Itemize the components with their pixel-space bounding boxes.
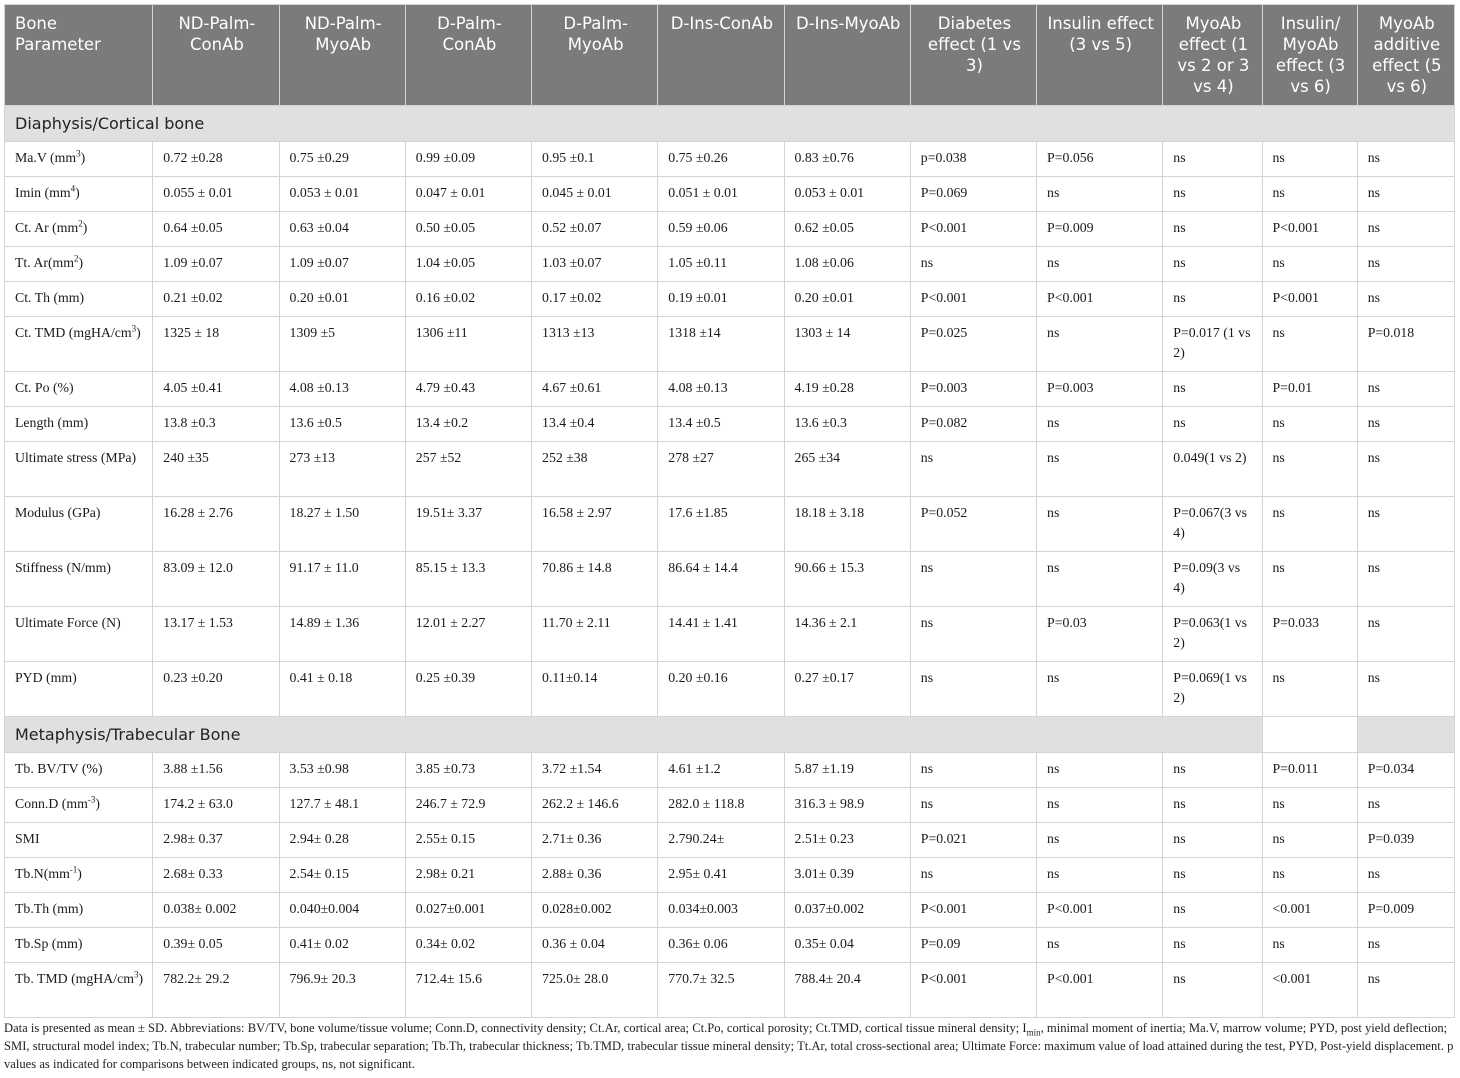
table-cell: ns	[1357, 552, 1454, 607]
col-header-insulin-effect: Insulin effect (3 vs 5)	[1037, 5, 1163, 106]
table-cell: P=0.039	[1357, 823, 1454, 858]
table-cell: P=0.011	[1262, 753, 1357, 788]
table-cell: ns	[910, 247, 1036, 282]
table-cell: 0.62 ±0.05	[784, 212, 910, 247]
table-cell: 3.53 ±0.98	[279, 753, 405, 788]
table-cell: 13.4 ±0.5	[658, 407, 784, 442]
table-cell: 0.037±0.002	[784, 893, 910, 928]
row-label-tb-bvtv: Tb. BV/TV (%)	[5, 753, 153, 788]
table-cell: 4.05 ±0.41	[153, 372, 279, 407]
table-cell: ns	[1262, 407, 1357, 442]
table-cell: 0.11±0.14	[532, 662, 658, 717]
table-cell: 2.55± 0.15	[405, 823, 531, 858]
table-cell: ns	[1357, 247, 1454, 282]
table-cell: ns	[1357, 177, 1454, 212]
table-cell: 19.51± 3.37	[405, 497, 531, 552]
table-cell: 0.20 ±0.01	[784, 282, 910, 317]
table-cell: P=0.009	[1037, 212, 1163, 247]
table-cell: 14.36 ± 2.1	[784, 607, 910, 662]
table-cell: P=0.033	[1262, 607, 1357, 662]
section-label-trabecular: Metaphysis/Trabecular Bone	[5, 717, 1263, 753]
table-cell: ns	[1163, 407, 1262, 442]
table-cell: P=0.03	[1037, 607, 1163, 662]
table-row	[5, 662, 1455, 717]
table-cell: 0.50 ±0.05	[405, 212, 531, 247]
table-cell: 91.17 ± 11.0	[279, 552, 405, 607]
table-cell: ns	[1163, 282, 1262, 317]
table-cell: ns	[910, 607, 1036, 662]
table-cell: ns	[1037, 823, 1163, 858]
table-cell: 127.7 ± 48.1	[279, 788, 405, 823]
table-cell: 0.72 ±0.28	[153, 142, 279, 177]
table-cell: ns	[1262, 142, 1357, 177]
table-row	[5, 407, 1455, 442]
table-cell: <0.001	[1262, 963, 1357, 1018]
table-cell: 0.64 ±0.05	[153, 212, 279, 247]
table-cell: 2.95± 0.41	[658, 858, 784, 893]
col-header-myoab-additive-effect: MyoAb additive effect (5 vs 6)	[1357, 5, 1454, 106]
table-cell: P=0.003	[910, 372, 1036, 407]
table-cell: 13.6 ±0.5	[279, 407, 405, 442]
table-cell: 0.27 ±0.17	[784, 662, 910, 717]
table-row	[5, 893, 1455, 928]
section-row-trabecular	[5, 717, 1455, 753]
table-cell: 1.09 ±0.07	[279, 247, 405, 282]
table-cell: 13.17 ± 1.53	[153, 607, 279, 662]
table-row	[5, 497, 1455, 552]
table-cell: 70.86 ± 14.8	[532, 552, 658, 607]
table-cell: 770.7± 32.5	[658, 963, 784, 1018]
table-cell: 262.2 ± 146.6	[532, 788, 658, 823]
table-cell: 0.23 ±0.20	[153, 662, 279, 717]
row-label-imin: Imin $(mm^4)$	[5, 177, 153, 212]
table-row	[5, 317, 1455, 372]
table-cell: 2.790.24±	[658, 823, 784, 858]
table-row	[5, 142, 1455, 177]
table-cell: 16.28 ± 2.76	[153, 497, 279, 552]
row-label-cttmd: Ct. TMD $(mgHA/cm^3)$	[5, 317, 153, 372]
table-cell: 1318 ±14	[658, 317, 784, 372]
table-cell: 0.95 ±0.1	[532, 142, 658, 177]
section-label-cortical: Diaphysis/Cortical bone	[5, 106, 1455, 142]
table-cell: ns	[1037, 407, 1163, 442]
table-cell: ns	[1262, 317, 1357, 372]
table-cell: 18.18 ± 3.18	[784, 497, 910, 552]
table-cell: 246.7 ± 72.9	[405, 788, 531, 823]
table-cell: 0.20 ±0.01	[279, 282, 405, 317]
table-cell: ns	[1262, 788, 1357, 823]
table-cell: 3.01± 0.39	[784, 858, 910, 893]
table-cell: ns	[1163, 788, 1262, 823]
table-row	[5, 788, 1455, 823]
table-cell: <0.001	[1262, 893, 1357, 928]
table-cell: 0.040±0.004	[279, 893, 405, 928]
col-header-group-5: D-Ins-ConAb	[658, 5, 784, 106]
table-cell: ns	[1037, 788, 1163, 823]
table-cell: P<0.001	[910, 963, 1036, 1018]
table-cell: 1.09 ±0.07	[153, 247, 279, 282]
table-cell: 0.83 ±0.76	[784, 142, 910, 177]
table-cell: 273 ±13	[279, 442, 405, 497]
row-label-modulus: Modulus (GPa)	[5, 497, 153, 552]
table-cell: ns	[1357, 407, 1454, 442]
table-cell: 13.8 ±0.3	[153, 407, 279, 442]
table-cell: 282.0 ± 118.8	[658, 788, 784, 823]
col-header-group-4: D-Palm-MyoAb	[532, 5, 658, 106]
table-cell: ns	[1037, 753, 1163, 788]
table-cell: P=0.09	[910, 928, 1036, 963]
table-cell: 0.39± 0.05	[153, 928, 279, 963]
table-cell: 257 ±52	[405, 442, 531, 497]
table-cell: 0.034±0.003	[658, 893, 784, 928]
table-cell: P=0.052	[910, 497, 1036, 552]
table-cell: ns	[1262, 247, 1357, 282]
col-header-group-1: ND-Palm-ConAb	[153, 5, 279, 106]
table-row	[5, 963, 1455, 1018]
section-blank-cell	[1357, 717, 1454, 753]
col-header-diabetes-effect: Diabetes effect (1 vs 3)	[910, 5, 1036, 106]
table-cell: ns	[1163, 372, 1262, 407]
table-cell: 796.9± 20.3	[279, 963, 405, 1018]
table-row	[5, 753, 1455, 788]
table-cell: ns	[1262, 928, 1357, 963]
table-cell: 0.16 ±0.02	[405, 282, 531, 317]
row-label-mav: Ma.V $(mm^3)$	[5, 142, 153, 177]
row-label-ttar: Tt. $Ar(mm^2)$	[5, 247, 153, 282]
table-footnote: Data is presented as mean ± SD. Abbreviations: BV/TV, bone volume/tissue volume; Conn.D, connectivity density; Ct.Ar, cortical area; Ct.Po, cortical porosity; Ct.TMD, cortical tissue mineral density; $I_{min}$, minimal moment of inertia; Ma.V, marrow volume; PYD, post yield deflection; SMI, structural model index; Tb.N, trabecular number; Tb.Sp, trabecular separation; Tb.Th, trabecular thickness; Tb.TMD, trabecular tissue mineral density; Tt.Ar, total cross-sectional area; Ultimate Force: maximum value of load attained during the test, PYD, Post-yield displacement. p values as indicated for comparisons between indicated groups, ns, not significant.	[4, 1021, 1454, 1071]
table-cell: P=0.056	[1037, 142, 1163, 177]
table-cell: 0.028±0.002	[532, 893, 658, 928]
table-cell: 1.08 ±0.06	[784, 247, 910, 282]
table-cell: 278 ±27	[658, 442, 784, 497]
table-cell: P=0.025	[910, 317, 1036, 372]
row-label-ultimate-force: Ultimate Force (N)	[5, 607, 153, 662]
table-cell: 0.36 ± 0.04	[532, 928, 658, 963]
table-cell: 3.88 ±1.56	[153, 753, 279, 788]
table-cell: 0.049(1 vs 2)	[1163, 442, 1262, 497]
table-cell: P=0.082	[910, 407, 1036, 442]
table-cell: 725.0± 28.0	[532, 963, 658, 1018]
table-cell: 2.51± 0.23	[784, 823, 910, 858]
table-cell: P=0.09(3 vs 4)	[1163, 552, 1262, 607]
table-cell: 0.59 ±0.06	[658, 212, 784, 247]
table-cell: ns	[1262, 858, 1357, 893]
table-cell: 3.72 ±1.54	[532, 753, 658, 788]
table-cell: 4.08 ±0.13	[658, 372, 784, 407]
table-row	[5, 552, 1455, 607]
table-cell: 1.05 ±0.11	[658, 247, 784, 282]
row-label-tb-tmd: Tb. TMD $(mgHA/cm^3)$	[5, 963, 153, 1018]
table-cell: 2.98± 0.37	[153, 823, 279, 858]
table-cell: ns	[1037, 662, 1163, 717]
table-cell: P<0.001	[910, 212, 1036, 247]
section-blank-cell	[1262, 717, 1357, 753]
table-cell: ns	[1357, 963, 1454, 1018]
table-cell: 13.4 ±0.2	[405, 407, 531, 442]
table-cell: 1.04 ±0.05	[405, 247, 531, 282]
table-cell: 0.41± 0.02	[279, 928, 405, 963]
bone-parameters-table	[4, 4, 1455, 1018]
table-cell: 1325 ± 18	[153, 317, 279, 372]
table-cell: ns	[1037, 247, 1163, 282]
table-cell: 85.15 ± 13.3	[405, 552, 531, 607]
table-cell: 14.89 ± 1.36	[279, 607, 405, 662]
table-cell: ns	[1357, 212, 1454, 247]
table-cell: ns	[910, 858, 1036, 893]
table-cell: 0.63 ±0.04	[279, 212, 405, 247]
table-cell: ns	[1163, 823, 1262, 858]
table-cell: 782.2± 29.2	[153, 963, 279, 1018]
table-cell: ns	[1357, 142, 1454, 177]
table-cell: 0.52 ±0.07	[532, 212, 658, 247]
table-cell: 0.045 ± 0.01	[532, 177, 658, 212]
table-cell: 2.54± 0.15	[279, 858, 405, 893]
table-cell: ns	[1357, 442, 1454, 497]
table-cell: ns	[1037, 552, 1163, 607]
table-cell: P=0.069	[910, 177, 1036, 212]
row-label-ctth: Ct. Th (mm)	[5, 282, 153, 317]
table-cell: ns	[910, 552, 1036, 607]
table-cell: 712.4± 15.6	[405, 963, 531, 1018]
table-cell: 252 ±38	[532, 442, 658, 497]
table-cell: 12.01 ± 2.27	[405, 607, 531, 662]
table-cell: ns	[1037, 928, 1163, 963]
row-label-length: Length (mm)	[5, 407, 153, 442]
table-cell: P=0.067(3 vs 4)	[1163, 497, 1262, 552]
table-cell: 4.61 ±1.2	[658, 753, 784, 788]
table-cell: 2.71± 0.36	[532, 823, 658, 858]
table-cell: 0.99 ±0.09	[405, 142, 531, 177]
table-cell: 0.17 ±0.02	[532, 282, 658, 317]
col-header-myoab-effect: MyoAb effect (1 vs 2 or 3 vs 4)	[1163, 5, 1262, 106]
table-cell: 0.21 ±0.02	[153, 282, 279, 317]
table-cell: 0.027±0.001	[405, 893, 531, 928]
table-cell: 13.6 ±0.3	[784, 407, 910, 442]
table-cell: 2.88± 0.36	[532, 858, 658, 893]
table-cell: P=0.063(1 vs 2)	[1163, 607, 1262, 662]
table-cell: ns	[1357, 497, 1454, 552]
table-row	[5, 928, 1455, 963]
table-cell: P=0.003	[1037, 372, 1163, 407]
row-label-ctpo: Ct. Po (%)	[5, 372, 153, 407]
table-cell: P<0.001	[1262, 282, 1357, 317]
table-cell: ns	[1163, 893, 1262, 928]
table-cell: p=0.038	[910, 142, 1036, 177]
table-cell: ns	[910, 442, 1036, 497]
row-label-tbn: $Tb.N(mm^{-1})$	[5, 858, 153, 893]
row-label-tbsp: Tb.Sp (mm)	[5, 928, 153, 963]
table-cell: 1303 ± 14	[784, 317, 910, 372]
row-label-connd: Conn.D $(mm^{-3})$	[5, 788, 153, 823]
row-label-tbth: Tb.Th (mm)	[5, 893, 153, 928]
table-cell: 11.70 ± 2.11	[532, 607, 658, 662]
table-cell: 18.27 ± 1.50	[279, 497, 405, 552]
table-cell: 240 ±35	[153, 442, 279, 497]
table-row	[5, 372, 1455, 407]
table-cell: 0.75 ±0.26	[658, 142, 784, 177]
table-cell: ns	[1357, 662, 1454, 717]
table-cell: 265 ±34	[784, 442, 910, 497]
table-cell: 174.2 ± 63.0	[153, 788, 279, 823]
table-cell: 0.25 ±0.39	[405, 662, 531, 717]
table-cell: ns	[1262, 442, 1357, 497]
table-cell: ns	[1357, 607, 1454, 662]
table-cell: 90.66 ± 15.3	[784, 552, 910, 607]
table-cell: 0.038± 0.002	[153, 893, 279, 928]
table-cell: 0.36± 0.06	[658, 928, 784, 963]
row-label-smi: SMI	[5, 823, 153, 858]
table-cell: ns	[1163, 247, 1262, 282]
table-cell: ns	[1163, 858, 1262, 893]
col-header-parameter: Bone Parameter	[5, 5, 153, 106]
table-cell: 0.053 ± 0.01	[784, 177, 910, 212]
row-label-stiffness: Stiffness (N/mm)	[5, 552, 153, 607]
table-cell: P=0.034	[1357, 753, 1454, 788]
table-cell: ns	[1357, 788, 1454, 823]
table-row	[5, 823, 1455, 858]
table-cell: 788.4± 20.4	[784, 963, 910, 1018]
table-cell: P<0.001	[1037, 963, 1163, 1018]
section-row-cortical	[5, 106, 1455, 142]
row-label-ctar: Ct. Ar $(mm^2)$	[5, 212, 153, 247]
table-cell: 16.58 ± 2.97	[532, 497, 658, 552]
table-cell: 1306 ±11	[405, 317, 531, 372]
col-header-group-2: ND-Palm-MyoAb	[279, 5, 405, 106]
table-cell: ns	[1163, 963, 1262, 1018]
row-label-pyd: PYD (mm)	[5, 662, 153, 717]
table-row	[5, 607, 1455, 662]
table-cell: ns	[910, 788, 1036, 823]
table-cell: ns	[1163, 177, 1262, 212]
table-cell: 2.98± 0.21	[405, 858, 531, 893]
table-cell: 0.75 ±0.29	[279, 142, 405, 177]
table-cell: ns	[1163, 928, 1262, 963]
table-row	[5, 247, 1455, 282]
table-cell: ns	[1037, 177, 1163, 212]
col-header-group-6: D-Ins-MyoAb	[784, 5, 910, 106]
table-cell: 0.20 ±0.16	[658, 662, 784, 717]
table-cell: 17.6 ±1.85	[658, 497, 784, 552]
col-header-group-3: D-Palm-ConAb	[405, 5, 531, 106]
table-cell: ns	[1357, 282, 1454, 317]
table-cell: P<0.001	[910, 282, 1036, 317]
table-cell: 14.41 ± 1.41	[658, 607, 784, 662]
table-cell: P<0.001	[1037, 893, 1163, 928]
table-cell: 4.67 ±0.61	[532, 372, 658, 407]
table-cell: ns	[1262, 662, 1357, 717]
header-row	[5, 5, 1455, 106]
table-cell: 316.3 ± 98.9	[784, 788, 910, 823]
table-cell: ns	[1163, 753, 1262, 788]
table-cell: ns	[1037, 317, 1163, 372]
table-cell: P<0.001	[1262, 212, 1357, 247]
table-cell: 0.047 ± 0.01	[405, 177, 531, 212]
table-cell: 3.85 ±0.73	[405, 753, 531, 788]
table-cell: 0.41 ± 0.18	[279, 662, 405, 717]
table-cell: 2.94± 0.28	[279, 823, 405, 858]
table-cell: P=0.018	[1357, 317, 1454, 372]
table-row	[5, 177, 1455, 212]
table-cell: 0.053 ± 0.01	[279, 177, 405, 212]
table-cell: 1309 ±5	[279, 317, 405, 372]
table-cell: 0.055 ± 0.01	[153, 177, 279, 212]
table-cell: ns	[1262, 497, 1357, 552]
table-cell: P=0.069(1 vs 2)	[1163, 662, 1262, 717]
table-cell: ns	[1357, 928, 1454, 963]
table-cell: 1.03 ±0.07	[532, 247, 658, 282]
table-cell: ns	[1163, 142, 1262, 177]
table-cell: ns	[1037, 442, 1163, 497]
table-cell: P<0.001	[1037, 282, 1163, 317]
table-cell: 4.79 ±0.43	[405, 372, 531, 407]
table-cell: P=0.009	[1357, 893, 1454, 928]
table-cell: 0.19 ±0.01	[658, 282, 784, 317]
table-row	[5, 858, 1455, 893]
table-cell: P=0.01	[1262, 372, 1357, 407]
table-cell: ns	[1357, 372, 1454, 407]
table-row	[5, 282, 1455, 317]
table-cell: 83.09 ± 12.0	[153, 552, 279, 607]
table-cell: 0.35± 0.04	[784, 928, 910, 963]
table-cell: 4.08 ±0.13	[279, 372, 405, 407]
table-cell: ns	[1037, 497, 1163, 552]
table-cell: ns	[910, 753, 1036, 788]
table-cell: P=0.021	[910, 823, 1036, 858]
table-cell: ns	[1262, 823, 1357, 858]
table-cell: ns	[910, 662, 1036, 717]
table-cell: 0.34± 0.02	[405, 928, 531, 963]
table-cell: 13.4 ±0.4	[532, 407, 658, 442]
table-cell: ns	[1262, 552, 1357, 607]
row-label-ultimate-stress: Ultimate stress (MPa)	[5, 442, 153, 497]
data-table-container	[4, 4, 1455, 1018]
table-cell: 1313 ±13	[532, 317, 658, 372]
table-cell: ns	[1037, 858, 1163, 893]
table-cell: ns	[1262, 177, 1357, 212]
table-cell: P=0.017 (1 vs 2)	[1163, 317, 1262, 372]
table-cell: 5.87 ±1.19	[784, 753, 910, 788]
table-cell: ns	[1163, 212, 1262, 247]
col-header-insulin-myoab-effect: Insulin/ MyoAb effect (3 vs 6)	[1262, 5, 1357, 106]
table-row	[5, 442, 1455, 497]
table-cell: 4.19 ±0.28	[784, 372, 910, 407]
table-cell: ns	[1357, 858, 1454, 893]
table-cell: 0.051 ± 0.01	[658, 177, 784, 212]
table-cell: 2.68± 0.33	[153, 858, 279, 893]
table-cell: P<0.001	[910, 893, 1036, 928]
table-row	[5, 212, 1455, 247]
table-cell: 86.64 ± 14.4	[658, 552, 784, 607]
